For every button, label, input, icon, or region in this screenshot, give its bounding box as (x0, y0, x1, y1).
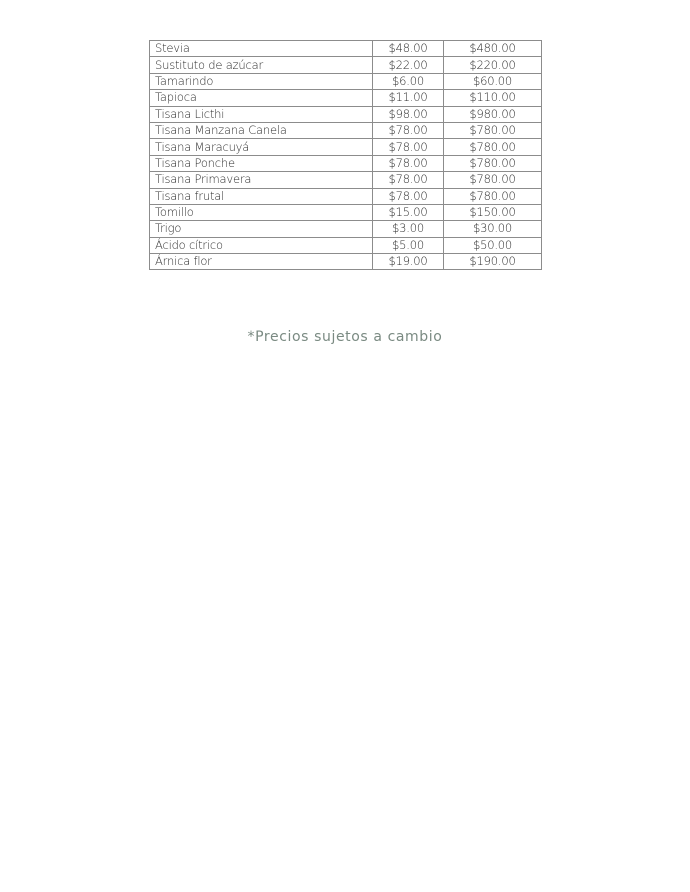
product-name: Trigo (150, 221, 373, 237)
unit-price: $78.00 (373, 122, 444, 138)
table-row (150, 188, 542, 204)
product-name: Tisana Licthi (150, 106, 373, 122)
table-row (150, 237, 542, 253)
price-disclaimer: *Precios sujetos a cambio (247, 329, 443, 345)
table-row (150, 90, 542, 106)
table-row (150, 73, 542, 89)
table-row (150, 221, 542, 237)
product-name: Árnica flor (150, 254, 373, 270)
table-row (150, 57, 542, 73)
unit-price: $3.00 (373, 221, 444, 237)
unit-price: $11.00 (373, 90, 444, 106)
product-name: Stevia (150, 41, 373, 57)
product-name: Tisana Ponche (150, 155, 373, 171)
unit-price: $19.00 (373, 254, 444, 270)
bulk-price: $780.00 (444, 172, 542, 188)
bulk-price: $780.00 (444, 139, 542, 155)
product-name: Tapioca (150, 90, 373, 106)
bulk-price: $60.00 (444, 73, 542, 89)
bulk-price: $780.00 (444, 188, 542, 204)
bulk-price: $150.00 (444, 204, 542, 220)
unit-price: $78.00 (373, 139, 444, 155)
price-table-body (150, 41, 542, 270)
product-name: Tisana Primavera (150, 172, 373, 188)
table-row (150, 254, 542, 270)
table-row (150, 204, 542, 220)
bulk-price: $110.00 (444, 90, 542, 106)
bulk-price: $480.00 (444, 41, 542, 57)
unit-price: $78.00 (373, 188, 444, 204)
bulk-price: $780.00 (444, 122, 542, 138)
bulk-price: $190.00 (444, 254, 542, 270)
bulk-price: $50.00 (444, 237, 542, 253)
unit-price: $5.00 (373, 237, 444, 253)
unit-price: $98.00 (373, 106, 444, 122)
table-row (150, 122, 542, 138)
bulk-price: $980.00 (444, 106, 542, 122)
table-row (150, 41, 542, 57)
unit-price: $78.00 (373, 155, 444, 171)
bulk-price: $780.00 (444, 155, 542, 171)
product-name: Tomillo (150, 204, 373, 220)
table-row (150, 155, 542, 171)
product-name: Tisana frutal (150, 188, 373, 204)
unit-price: $22.00 (373, 57, 444, 73)
table-row (150, 106, 542, 122)
product-name: Sustituto de azúcar (150, 57, 373, 73)
price-table (149, 40, 542, 270)
unit-price: $48.00 (373, 41, 444, 57)
product-name: Ácido cítrico (150, 237, 373, 253)
unit-price: $78.00 (373, 172, 444, 188)
table-row (150, 139, 542, 155)
unit-price: $15.00 (373, 204, 444, 220)
product-name: Tamarindo (150, 73, 373, 89)
bulk-price: $30.00 (444, 221, 542, 237)
table-row (150, 172, 542, 188)
product-name: Tisana Maracuyá (150, 139, 373, 155)
bulk-price: $220.00 (444, 57, 542, 73)
product-name: Tisana Manzana Canela (150, 122, 373, 138)
unit-price: $6.00 (373, 73, 444, 89)
